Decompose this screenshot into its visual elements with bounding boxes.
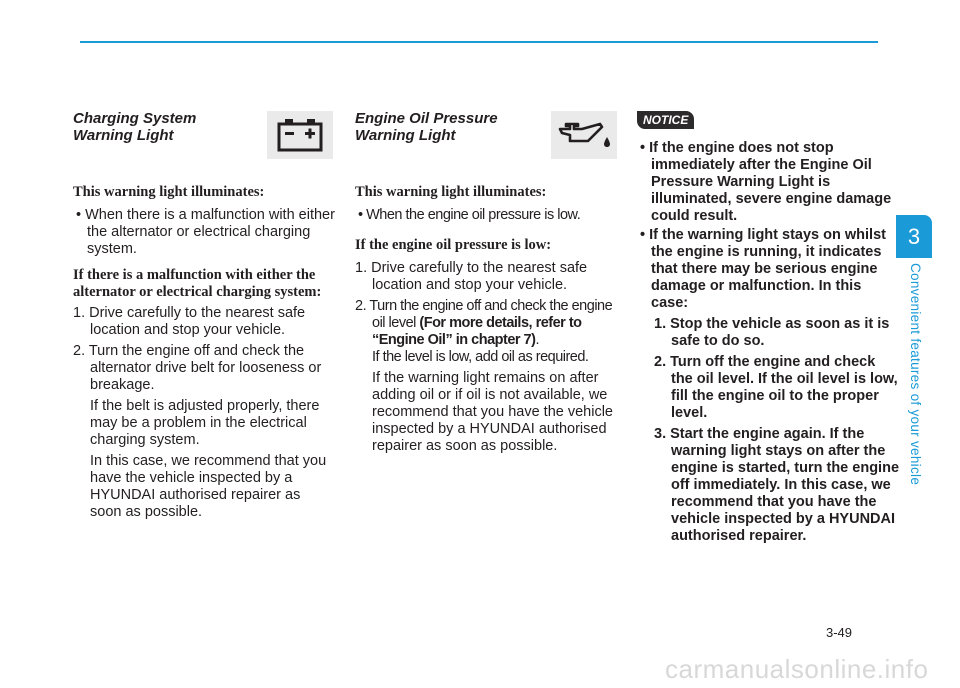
notice-bullet-2: • If the warning light stays on whilst the engine is running, it indicates that there may be serious engine damage or malfunction. In this case: bbox=[640, 227, 886, 311]
charging-step-2-para-2: In this case, we recommend that you have the vehicle inspected by a HYUNDAI authorised repairer as soon as possible. bbox=[90, 453, 327, 520]
notice-step-2: 2. Turn off the engine and check the oil level. If the oil level is low, fill the engine oil to the proper level. bbox=[654, 354, 898, 421]
page-number: 3-49 bbox=[826, 625, 853, 640]
header-rule bbox=[80, 41, 878, 43]
charging-system-title: Charging System Warning Light bbox=[73, 110, 197, 144]
charging-step-1: 1. Drive carefully to the nearest safe location and stop your vehicle. bbox=[73, 305, 306, 338]
oil-step-2-line-3: If the level is low, add oil as required. bbox=[372, 349, 589, 365]
charging-malfunction-heading: If there is a malfunction with either the alternator or electrical charging system: bbox=[73, 267, 322, 300]
oil-bullet: • When the engine oil pressure is low. bbox=[358, 207, 581, 223]
charging-bullet: • When there is a malfunction with either the alternator or electrical charging system. bbox=[76, 207, 335, 257]
notice-step-3: 3. Start the engine again. If the warning light stays on after the engine is started, turn the engine off immediately. In this case, we recommend that you have the vehicle inspected by a HYUNDAI authorised repairer. bbox=[654, 426, 900, 544]
oil-low-heading: If the engine oil pressure is low: bbox=[355, 237, 552, 253]
oil-step-1: 1. Drive carefully to the nearest safe location and stop your vehicle. bbox=[355, 260, 588, 293]
notice-bullet-1: • If the engine does not stop immediately after the Engine Oil Pressure Warning Light is illuminated, severe engine damage could result. bbox=[640, 140, 892, 224]
watermark: carmanualsonline.info bbox=[665, 654, 929, 684]
charging-step-2: 2. Turn the engine off and check the alternator drive belt for looseness or breakage. bbox=[73, 343, 322, 393]
charging-step-2-para-1: If the belt is adjusted properly, there may be a problem in the electrical charging system. bbox=[90, 398, 320, 448]
chapter-title: Convenient features of your vehicle bbox=[908, 263, 923, 486]
charging-system-header bbox=[73, 110, 335, 164]
notice-step-1: 1. Stop the vehicle as soon as it is safe to do so. bbox=[654, 316, 890, 349]
notice-badge: NOTICE bbox=[637, 111, 694, 129]
charging-illuminates-heading: This warning light illuminates: bbox=[73, 184, 265, 200]
oil-pressure-header bbox=[355, 110, 617, 164]
battery-warning-icon bbox=[267, 111, 333, 159]
chapter-tab: 3 bbox=[896, 215, 932, 258]
oil-illuminates-heading: This warning light illuminates: bbox=[355, 184, 547, 200]
notice-section bbox=[637, 110, 899, 545]
oil-pressure-title: Engine Oil Pressure Warning Light bbox=[355, 110, 498, 144]
oil-can-warning-icon bbox=[551, 111, 617, 159]
oil-step-2: 2. Turn the engine off and check the engine oil level (For more details, refer to “Engine Oil” in chapter 7). bbox=[355, 298, 613, 348]
charging-system-section bbox=[73, 110, 335, 521]
oil-pressure-section bbox=[355, 110, 617, 455]
oil-step-2-para: If the warning light remains on after adding oil or if oil is not available, we recommend that you have the vehicle inspected by a HYUNDAI authorised repairer as soon as possible. bbox=[372, 370, 613, 454]
